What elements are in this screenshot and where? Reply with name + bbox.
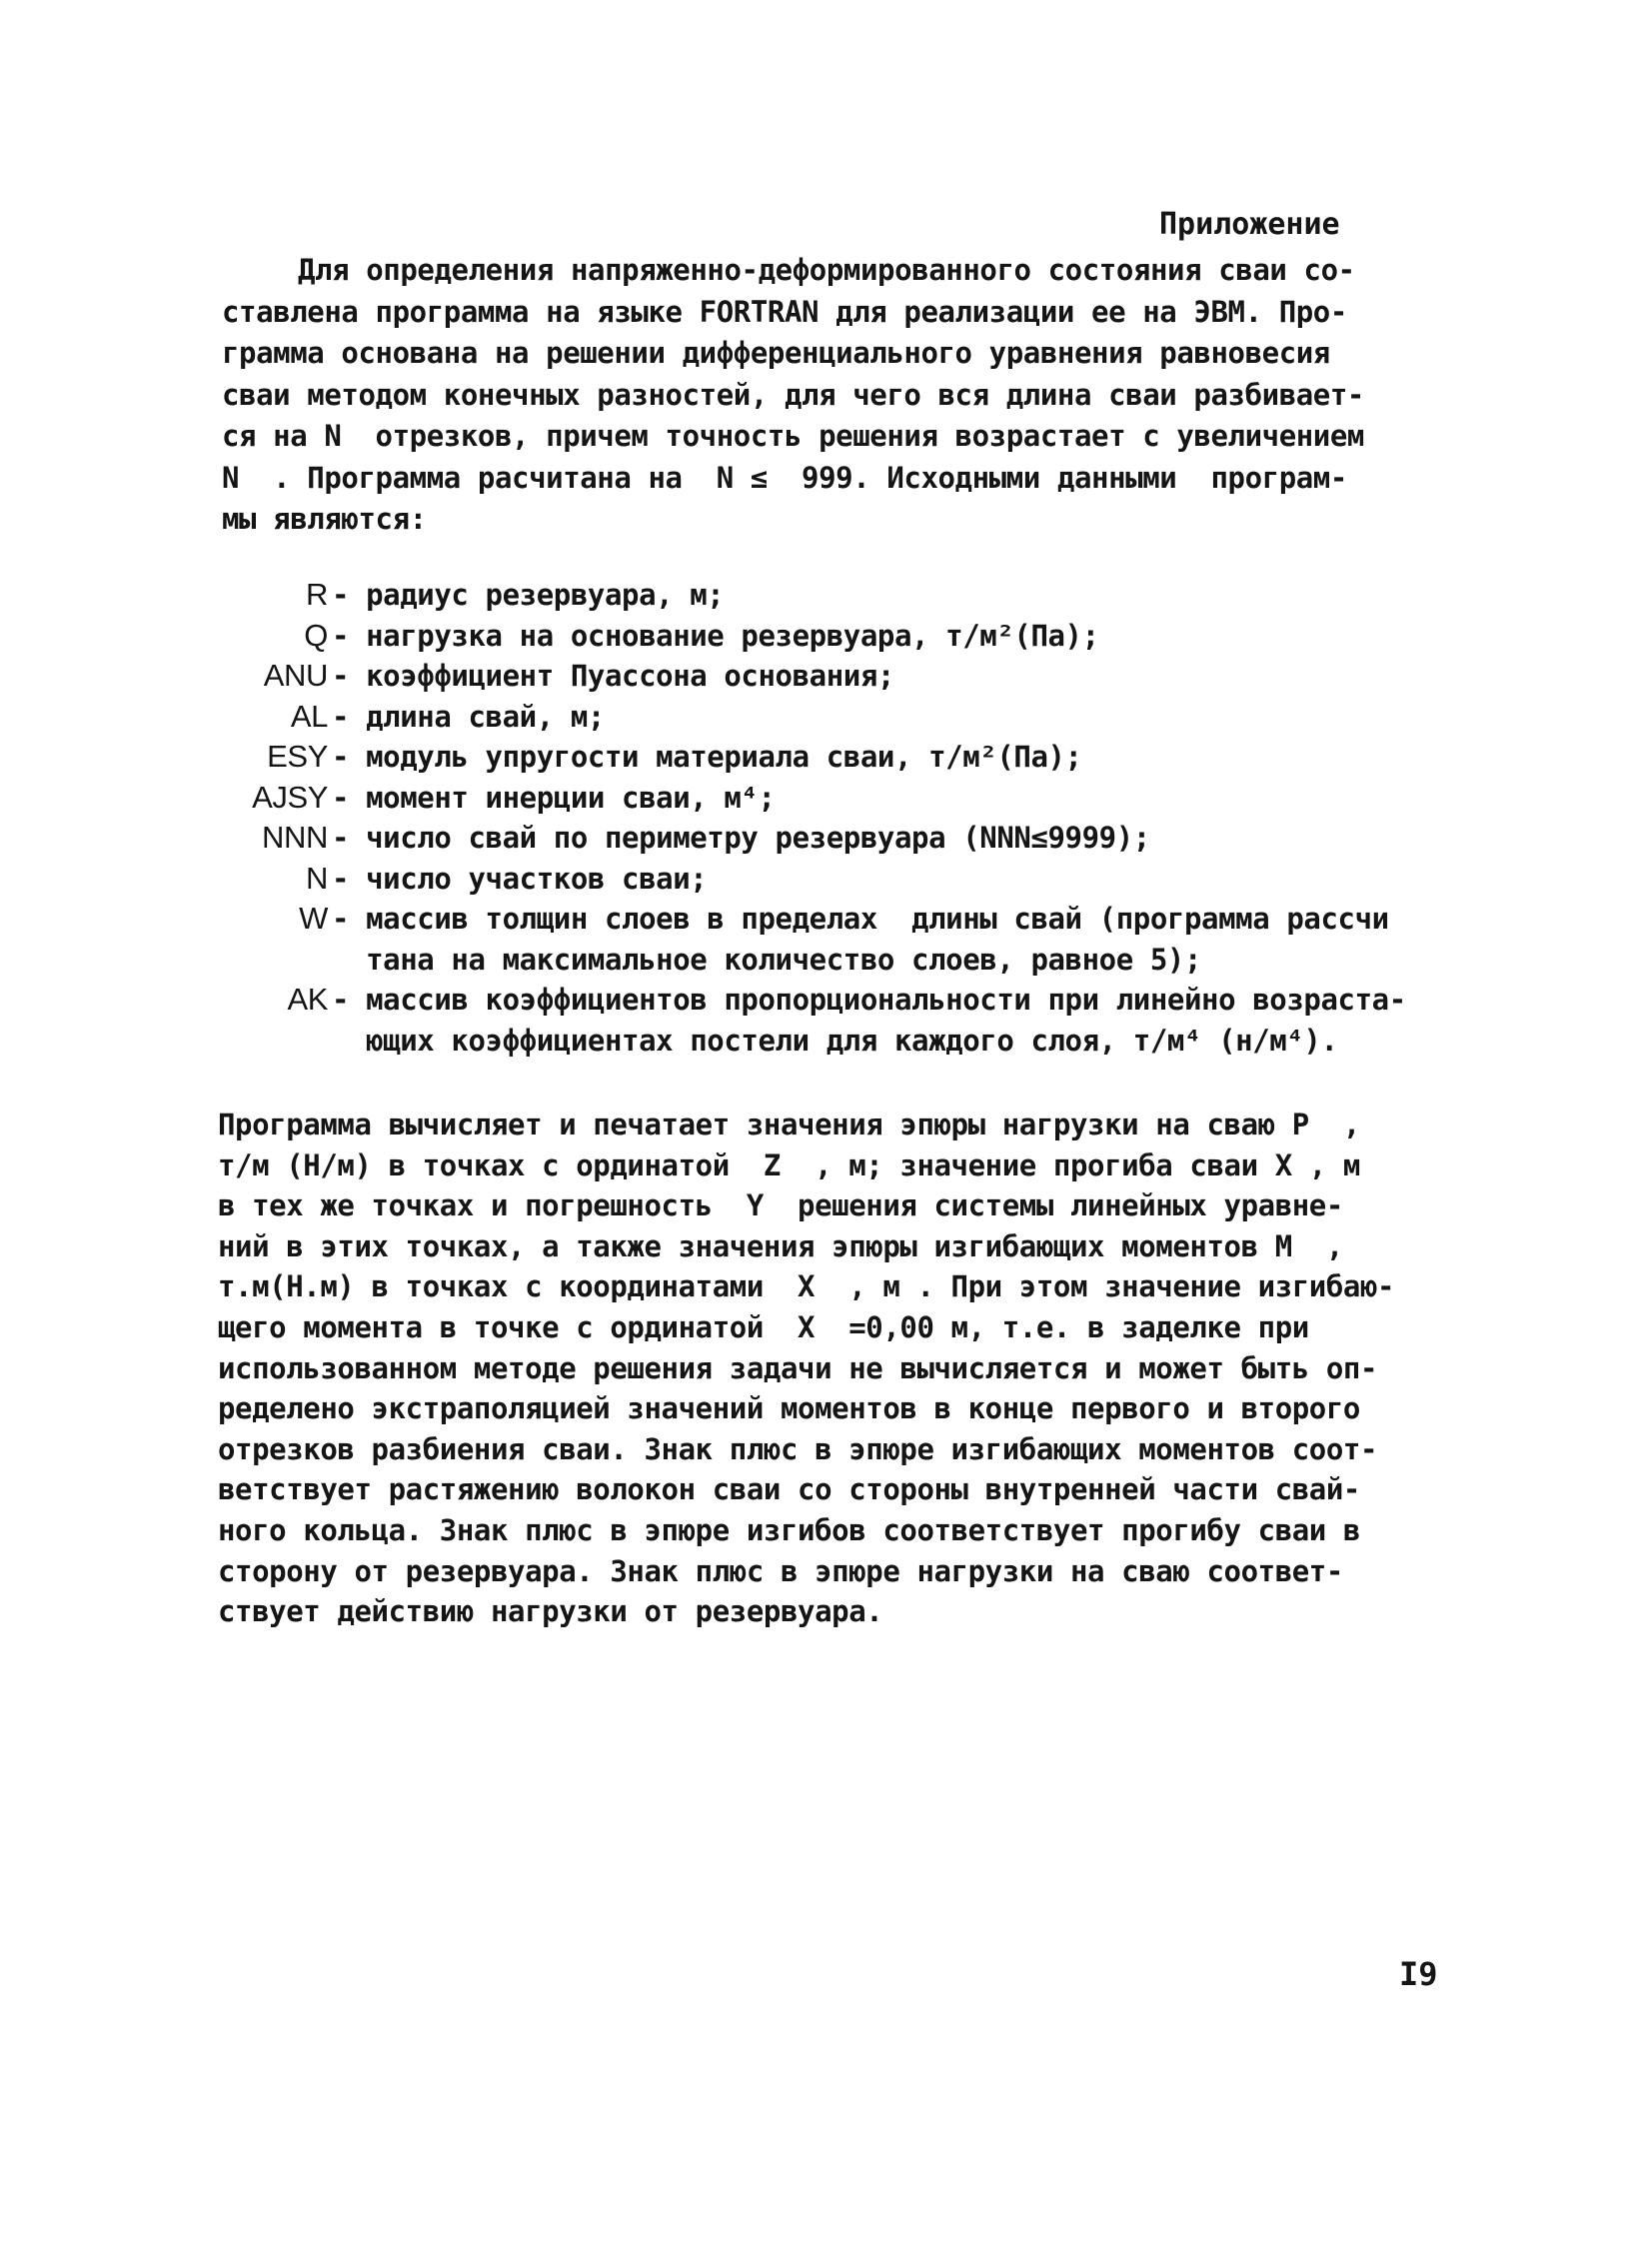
intro-line: Для определения напряженно-деформированного состояния сваи со-	[298, 253, 1355, 287]
body-line: сторону от резервуара. Знак плюс в эпюре нагрузки на сваю соответ-	[218, 1553, 1343, 1588]
variable-name: R	[306, 577, 328, 612]
appendix-heading: Приложение	[1159, 207, 1340, 242]
body-line: ний в этих точках, а также значения эпюры изгибающих моментов M ,	[218, 1228, 1343, 1263]
variable-list-item	[210, 899, 1459, 939]
intro-line: сваи методом конечных разностей, для чего вся длина сваи разбивает-	[222, 377, 1364, 412]
intro-line: ставлена программа на языке FORTRAN для реализации ее на ЭВМ. Про-	[222, 294, 1347, 329]
body-line: т.м(Н.м) в точках с координатами X , м . При этом значение изгибаю-	[218, 1269, 1395, 1304]
variable-list-item	[210, 697, 1459, 737]
variable-name: AL	[290, 698, 328, 734]
variable-description: тана на максимальное количество слоев, равное 5);	[332, 942, 1202, 977]
variable-list-item	[210, 980, 1459, 1020]
variable-description: ющих коэффициентах постели для каждого слоя, т/м⁴ (н/м⁴).	[332, 1023, 1338, 1058]
variable-list-item	[210, 940, 1459, 980]
variable-description: - момент инерции сваи, м⁴;	[332, 780, 776, 815]
variable-list-item	[210, 818, 1459, 858]
intro-line: мы являются:	[222, 502, 427, 536]
body-line: ствует действию нагрузки от резервуара.	[218, 1594, 883, 1629]
variable-description: - число участков сваи;	[332, 861, 708, 896]
body-line: отрезков разбиения сваи. Знак плюс в эпюре изгибающих моментов соот-	[218, 1431, 1378, 1466]
variable-name: ANU	[263, 658, 328, 693]
body-line: щего момента в точке с ординатой X =0,00 м, т.е. в заделке при	[218, 1310, 1309, 1344]
variable-list-item	[210, 656, 1459, 696]
variable-name: AJSY	[252, 779, 328, 815]
variable-name: Q	[304, 617, 328, 653]
variable-name: N	[306, 860, 328, 896]
variable-list-item	[210, 737, 1459, 777]
variable-description: - число свай по периметру резервуара (NNN≤9999);	[332, 821, 1150, 855]
intro-line: N . Программа расчитана на N ≤ 999. Исходными данными програм-	[222, 460, 1347, 495]
variable-description: - радиус резервуара, м;	[332, 578, 725, 612]
variable-description: - массив коэффициентов пропорциональности при линейно возраста-	[332, 983, 1406, 1017]
intro-line: грамма основана на решении дифференциального уравнения равновесия	[222, 336, 1330, 370]
body-line: использованном методе решения задачи не вычисляется и может быть оп-	[218, 1350, 1378, 1385]
body-line: ределено экстраполяцией значений моментов в конце первого и второго	[218, 1391, 1360, 1426]
body-line: Программа вычисляет и печатает значения эпюры нагрузки на сваю P ,	[218, 1108, 1360, 1141]
variable-list-item	[210, 616, 1459, 656]
body-line: ного кольца. Знак плюс в эпюре изгибов соответствует прогибу сваи в	[218, 1513, 1360, 1547]
body-line: т/м (Н/м) в точках с ординатой Z , м; значение прогиба сваи X , м	[218, 1147, 1360, 1182]
body-line: в тех же точках и погрешность Y решения системы линейных уравне-	[218, 1188, 1343, 1223]
variable-description: - длина свай, м;	[332, 699, 605, 734]
variable-name: AK	[287, 982, 328, 1017]
body-line: ветствует растяжению волокон сваи со стороны внутренней части свай-	[218, 1472, 1360, 1507]
variable-name: NNN	[262, 820, 328, 855]
variable-list-item	[210, 778, 1459, 818]
variable-description: - нагрузка на основание резервуара, т/м²(Па);	[332, 618, 1099, 653]
variable-list-item	[210, 1021, 1459, 1061]
variable-description: - модуль упругости материала сваи, т/м²(Па);	[332, 740, 1082, 774]
variable-name: ESY	[267, 739, 328, 774]
variable-description: - коэффициент Пуассона основания;	[332, 659, 894, 693]
variable-description: - массив толщин слоев в пределах длины свай (программа рассчи	[332, 902, 1389, 936]
page-number: I9	[1399, 1955, 1438, 1993]
variable-list-item	[210, 575, 1459, 615]
variable-name: W	[299, 901, 328, 936]
variable-list-item	[210, 859, 1459, 899]
intro-line: ся на N отрезков, причем точность решения возрастает с увеличением	[222, 419, 1364, 453]
